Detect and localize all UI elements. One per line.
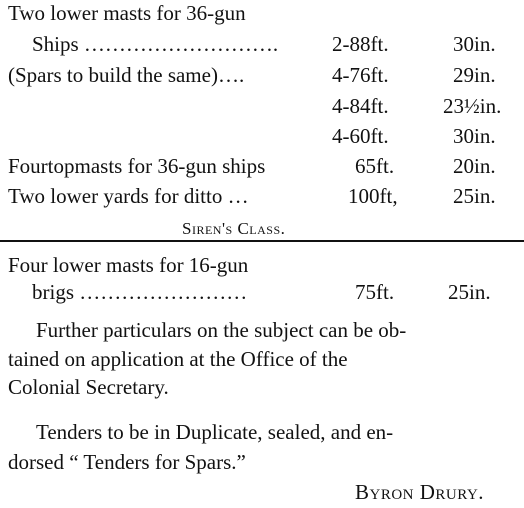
- row-diameter: 20in.: [453, 154, 496, 178]
- paragraph-line: tained on application at the Office of the: [8, 347, 348, 371]
- signature: Byron Drury.: [355, 480, 485, 504]
- row-length: 75ft.: [355, 280, 395, 304]
- row-diameter: 23½in.: [443, 94, 502, 118]
- paragraph-line: Further particulars on the subject can be ob-: [36, 318, 407, 342]
- row-length: 4-76ft.: [332, 63, 389, 87]
- row-diameter: 30in.: [453, 124, 496, 148]
- row-diameter: 29in.: [453, 63, 496, 87]
- row-label: Ships ……………………….: [32, 32, 279, 56]
- row-length: 2-88ft.: [332, 32, 389, 56]
- row-label: brigs ……………………: [32, 280, 248, 304]
- row-label: (Spars to build the same)….: [8, 63, 245, 87]
- row-length: 4-84ft.: [332, 94, 389, 118]
- intro-line: Two lower masts for 36-gun: [8, 1, 246, 25]
- row-diameter: 25in.: [453, 184, 496, 208]
- section-heading: Siren's Class.: [182, 219, 286, 238]
- row-length: 100ft,: [348, 184, 398, 208]
- row-diameter: 30in.: [453, 32, 496, 56]
- row-label: Two lower yards for ditto …: [8, 184, 249, 208]
- paragraph-line: dorsed “ Tenders for Spars.”: [8, 450, 246, 474]
- row-length: 4-60ft.: [332, 124, 389, 148]
- paragraph-line: Tenders to be in Duplicate, sealed, and en-: [36, 420, 394, 444]
- paragraph-line: Colonial Secretary.: [8, 375, 169, 399]
- row-length: 65ft.: [355, 154, 395, 178]
- row-diameter: 25in.: [448, 280, 491, 304]
- intro-line: Four lower masts for 16-gun: [8, 253, 249, 277]
- section-divider: [0, 240, 524, 242]
- row-label: Fourtopmasts for 36-gun ships: [8, 154, 266, 178]
